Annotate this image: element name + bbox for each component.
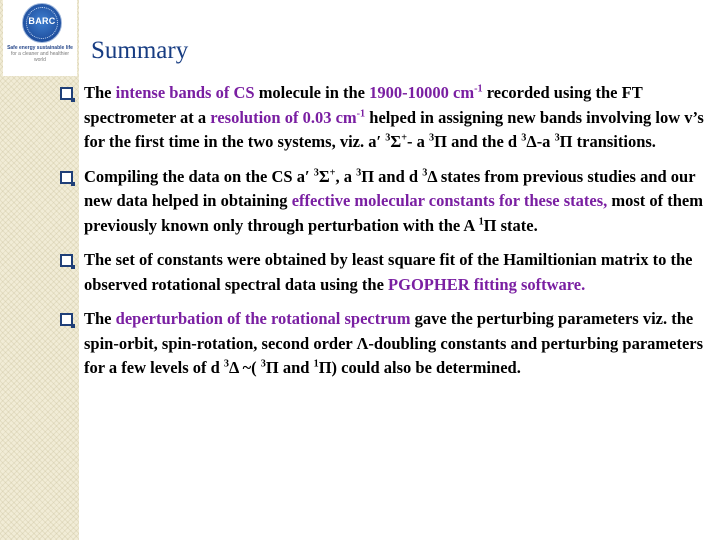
- highlighted-text: deperturbation of the rotational spectrum: [115, 309, 411, 328]
- bullet-item: [60, 81, 708, 155]
- text-run: Compiling the data on the CS a′: [84, 166, 314, 186]
- superscript: 3: [521, 132, 527, 144]
- logo-tagline: Safe energy sustainable life: [7, 45, 73, 51]
- superscript: 3: [356, 167, 362, 178]
- bullet-text: [84, 167, 703, 235]
- bullet-box-icon: [60, 254, 73, 267]
- superscript: 3: [429, 132, 435, 144]
- superscript: 3: [422, 167, 428, 178]
- text-run: Π and: [265, 358, 314, 377]
- superscript: -1: [474, 83, 483, 95]
- bullet-text: [84, 250, 692, 294]
- bullet-item: [60, 165, 708, 239]
- text-run: Π) could also be determined.: [318, 358, 521, 377]
- highlighted-text: intense bands of CS: [115, 83, 255, 102]
- highlighted-text: effective molecular constants for these states,: [291, 191, 608, 210]
- text-run: Π and the d: [434, 132, 522, 151]
- text-run: Σ: [390, 132, 402, 151]
- superscript: 1: [313, 358, 319, 370]
- superscript: 3: [260, 358, 266, 370]
- text-run: Σ: [318, 166, 330, 186]
- text-run: , a: [335, 166, 357, 186]
- text-run: molecule in the: [254, 83, 370, 102]
- logo-acronym: BARC: [28, 16, 56, 26]
- superscript: 3: [223, 358, 230, 370]
- text-run: helped in assigning new bands involving low v’s for the first time in the two systems, viz. a′: [84, 107, 704, 151]
- superscript: 3: [313, 167, 319, 178]
- bullet-item: [60, 248, 708, 297]
- highlighted-text: resolution of 0.03 cm: [210, 107, 357, 127]
- bullet-text: [84, 309, 703, 377]
- superscript: 1: [478, 216, 484, 227]
- superscript: +: [401, 132, 408, 144]
- text-run: The: [84, 83, 116, 102]
- barc-logo: [3, 0, 77, 76]
- bullet-text: [84, 83, 704, 151]
- bullet-box-icon: [60, 87, 73, 100]
- bullet-box-icon: [60, 171, 73, 184]
- highlighted-text: PGOPHER fitting software.: [388, 274, 586, 294]
- text-run: Π state.: [483, 215, 538, 235]
- text-run: recorded using the FT spectrometer at a: [84, 83, 643, 127]
- superscript: -1: [356, 108, 366, 119]
- highlighted-text: 1900-10000 cm: [369, 83, 475, 102]
- text-run: Δ states from previous studies and our new data helped in obtaining: [84, 166, 696, 210]
- superscript: 3: [385, 132, 391, 144]
- superscript: 3: [554, 132, 560, 144]
- barc-emblem-icon: [22, 3, 62, 43]
- text-run: Δ ~(: [229, 358, 261, 377]
- logo-tagline-block: [5, 45, 75, 63]
- text-run: Π and d: [361, 166, 423, 186]
- bullet-item: [60, 307, 708, 381]
- text-run: - a: [407, 132, 430, 151]
- superscript: +: [329, 167, 336, 178]
- slide-title: Summary: [91, 37, 189, 64]
- text-run: The: [84, 309, 116, 328]
- text-run: Δ-a: [526, 132, 555, 151]
- bullet-box-icon: [60, 313, 73, 326]
- text-run: The set of constants were obtained by least square fit of the Hamiltionian matrix to the observed rotational spectral data using the: [84, 250, 693, 294]
- bullet-list: [60, 81, 708, 381]
- text-run: most of them previously known only through perturbation with the A: [84, 191, 704, 235]
- text-run: gave the perturbing parameters viz. the spin-orbit, spin-rotation, second order Λ-doubling constants and perturbing parameters for a few levels of d: [84, 309, 704, 377]
- text-run: Π transitions.: [559, 132, 656, 151]
- logo-subtagline: for a cleaner and healthier world: [10, 51, 70, 63]
